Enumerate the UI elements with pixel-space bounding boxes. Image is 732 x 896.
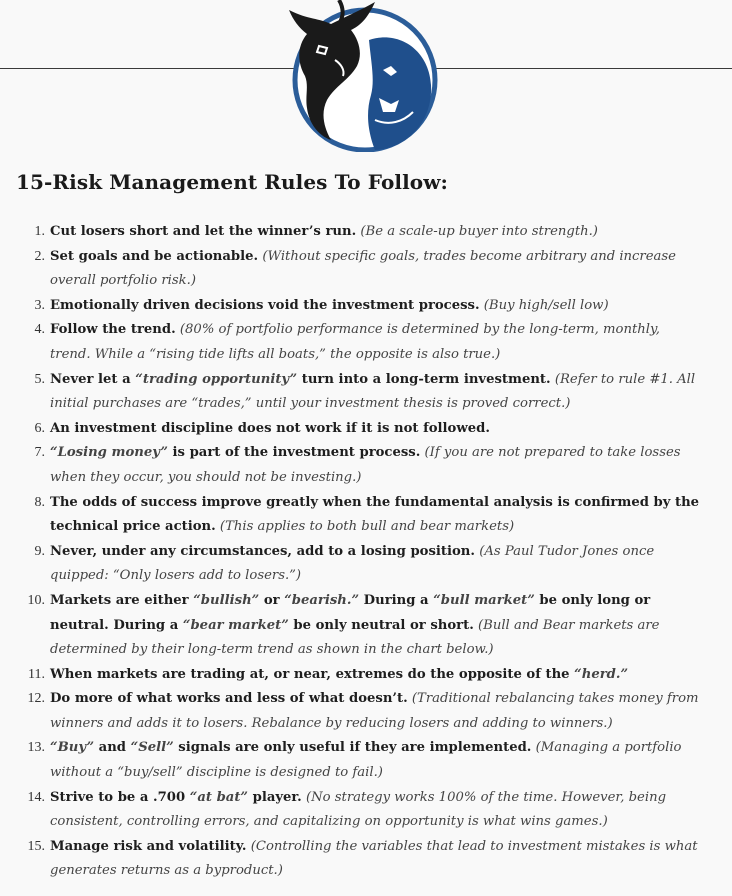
- rule-note: (This applies to both bull and bear markets): [219, 519, 515, 535]
- rule-note: (Managing a portfolio without a “buy/sell” discipline is designed to fail.): [50, 740, 682, 781]
- rule-number: 12.: [27, 691, 45, 707]
- rule-text: “bullish”: [193, 592, 260, 608]
- rule-text: When markets are trading at, or near, extremes do the opposite of the: [50, 666, 575, 682]
- rules-list: [0, 220, 732, 884]
- rule-number: 1.: [34, 224, 45, 239]
- rule-text: “bull market”: [433, 592, 535, 608]
- rule-text: “at bat”: [189, 789, 249, 805]
- rule-number: 7.: [34, 445, 45, 461]
- rule-text: Cut losers short and let the winner’s run.: [50, 224, 357, 239]
- rule-item: [0, 663, 732, 688]
- rule-text: “Buy”: [50, 740, 95, 756]
- rule-text: Emotionally driven decisions void the investment process.: [50, 297, 480, 313]
- rule-text: Strive to be a .700: [50, 789, 190, 805]
- rule-text: Manage risk and volatility.: [50, 838, 247, 854]
- rule-item: [0, 835, 732, 884]
- rule-note: (As Paul Tudor Jones once quipped: “Only losers add to losers.”): [50, 543, 655, 584]
- rule-text: “trading opportunity”: [135, 371, 298, 387]
- rule-note: (Buy high/sell low): [483, 297, 609, 313]
- rule-note: (Refer to rule #1. All initial purchases are “trades,” until your investment thesis is proved correct.): [50, 371, 696, 412]
- rule-item: [0, 294, 732, 319]
- rule-item: [0, 368, 732, 417]
- rule-text: “bearish.”: [284, 592, 360, 608]
- rule-text: is part of the investment process.: [167, 445, 421, 461]
- rule-note: (No strategy works 100% of the time. However, being consistent, controlling errors, and capitalizing on opportunity is what wins games.): [50, 789, 667, 830]
- rule-text: and: [94, 740, 131, 756]
- rule-number: 13.: [27, 740, 45, 756]
- bull-and-bear-logo: [279, 0, 439, 152]
- rule-note: (Traditional rebalancing takes money from winners and adds it to losers. Rebalance by reducing losers and adding to winners.): [50, 691, 699, 731]
- rule-text: The odds of success improve greatly when the fundamental analysis is confirmed by the technical price action.: [50, 494, 700, 535]
- rule-note: (Bull and Bear markets are determined by their long-term trend as shown in the chart below.): [50, 617, 660, 658]
- rule-text: Follow the trend.: [50, 322, 176, 338]
- rule-number: 9.: [34, 543, 45, 559]
- rule-number: 3.: [34, 297, 45, 313]
- rule-text: “herd.”: [574, 666, 629, 682]
- rule-text: turn into a long-term investment.: [297, 371, 551, 387]
- rule-number: 15.: [27, 838, 45, 854]
- rule-text: An investment discipline does not work if it is not followed.: [50, 420, 490, 436]
- rule-number: 2.: [34, 248, 45, 264]
- rule-number: 5.: [34, 371, 45, 387]
- rule-note: (If you are not prepared to take losses when they occur, you should not be investing.): [50, 445, 681, 485]
- rule-text: “Losing money”: [50, 445, 168, 461]
- rule-text: Never, under any circumstances, add to a losing position.: [50, 543, 475, 559]
- rule-text: or: [259, 592, 285, 608]
- rule-text: Do more of what works and less of what doesn’t.: [50, 691, 408, 707]
- page-title: 15-Risk Management Rules To Follow:: [16, 170, 449, 194]
- rule-note: (Without specific goals, trades become arbitrary and increase overall portfolio risk.): [50, 248, 676, 289]
- rule-text: Never let a: [50, 371, 136, 387]
- rule-number: 6.: [34, 420, 45, 436]
- rule-number: 10.: [27, 592, 45, 608]
- rule-text: During a: [359, 592, 434, 608]
- rule-text: be only long or neutral. During a: [50, 592, 651, 633]
- rule-item: [0, 220, 732, 245]
- rule-note: (Be a scale-up buyer into strength.): [360, 224, 598, 239]
- rule-item: [0, 245, 732, 294]
- rule-number: 4.: [34, 322, 45, 338]
- rule-number: 14.: [27, 789, 45, 805]
- rule-text: Set goals and be actionable.: [50, 248, 259, 264]
- rule-item: [0, 540, 732, 589]
- rule-note: (80% of portfolio performance is determined by the long-term, monthly, trend. While a “rising tide lifts all boats,” the opposite is also true.): [50, 322, 660, 362]
- rule-item: [0, 589, 732, 663]
- rule-text: signals are only useful if they are implemented.: [173, 740, 532, 756]
- rule-number: 8.: [34, 494, 45, 510]
- rule-text: “bear market”: [182, 617, 289, 633]
- rule-number: 11.: [28, 666, 45, 682]
- rule-item: [0, 441, 732, 490]
- rule-text: player.: [248, 789, 302, 805]
- rule-item: [0, 736, 732, 785]
- rule-item: [0, 786, 732, 835]
- rule-item: [0, 687, 732, 736]
- rule-text: Markets are either: [50, 592, 194, 608]
- rule-item: [0, 318, 732, 367]
- rule-text: be only neutral or short.: [288, 617, 474, 633]
- rule-note: (Controlling the variables that lead to investment mistakes is what generates returns as a byproduct.): [50, 838, 698, 879]
- rule-item: [0, 417, 732, 442]
- rule-text: “Sell”: [130, 740, 174, 756]
- rule-item: [0, 491, 732, 540]
